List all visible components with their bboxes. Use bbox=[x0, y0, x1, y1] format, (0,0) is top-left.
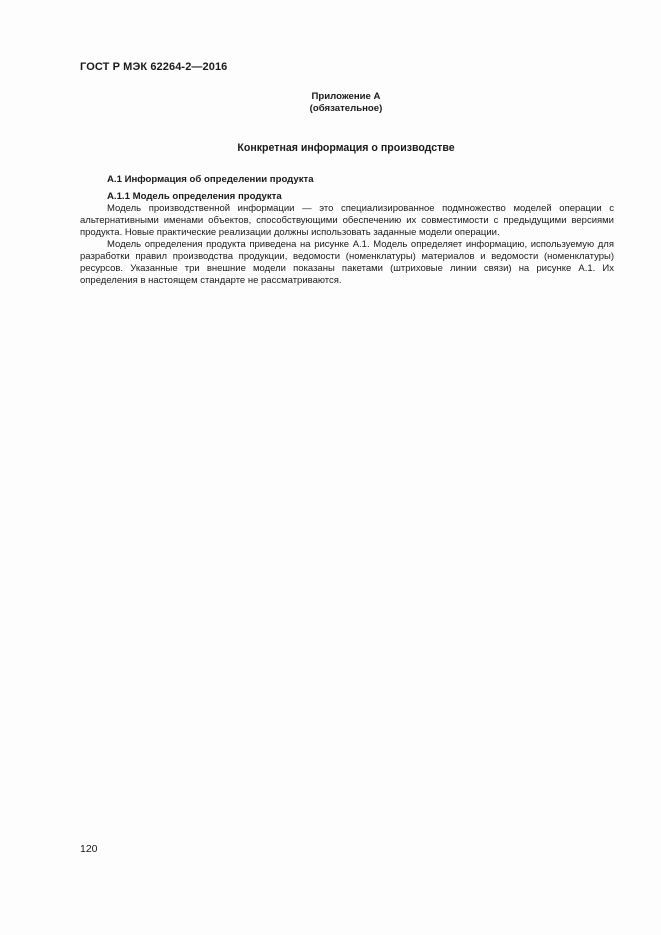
appendix-status: (обязательное) bbox=[309, 103, 383, 114]
document-header-standard-id: ГОСТ Р МЭК 62264-2—2016 bbox=[80, 61, 228, 73]
section-heading-a1-1: А.1.1 Модель определения продукта bbox=[107, 191, 282, 202]
section-heading-a1: А.1 Информация об определении продукта bbox=[107, 174, 314, 185]
appendix-title: Приложение А bbox=[311, 91, 381, 102]
paragraph: Модель производственной информации — это специализированное подмножество моделей операции с альтернативными именами объектов, способствующими обеспечению их совместимости с предыдущими версиями продукта. Новые практические реализации должны использовать заданные модели операции. bbox=[80, 203, 614, 238]
page-number: 120 bbox=[80, 843, 98, 855]
section-body bbox=[80, 203, 614, 287]
appendix-section-title: Конкретная информация о производстве bbox=[237, 142, 455, 154]
paragraph: Модель определения продукта приведена на рисунке А.1. Модель определяет информацию, используемую для разработки правил производства продукции, ведомости (номенклатуры) материалов и ведомости (номенклатуры) ресурсов. Указанные три внешние модели показаны пакетами (штриховые линии связи) на рисунке А.1. Их определения в настоящем стандарте не рассматриваются. bbox=[80, 239, 614, 286]
